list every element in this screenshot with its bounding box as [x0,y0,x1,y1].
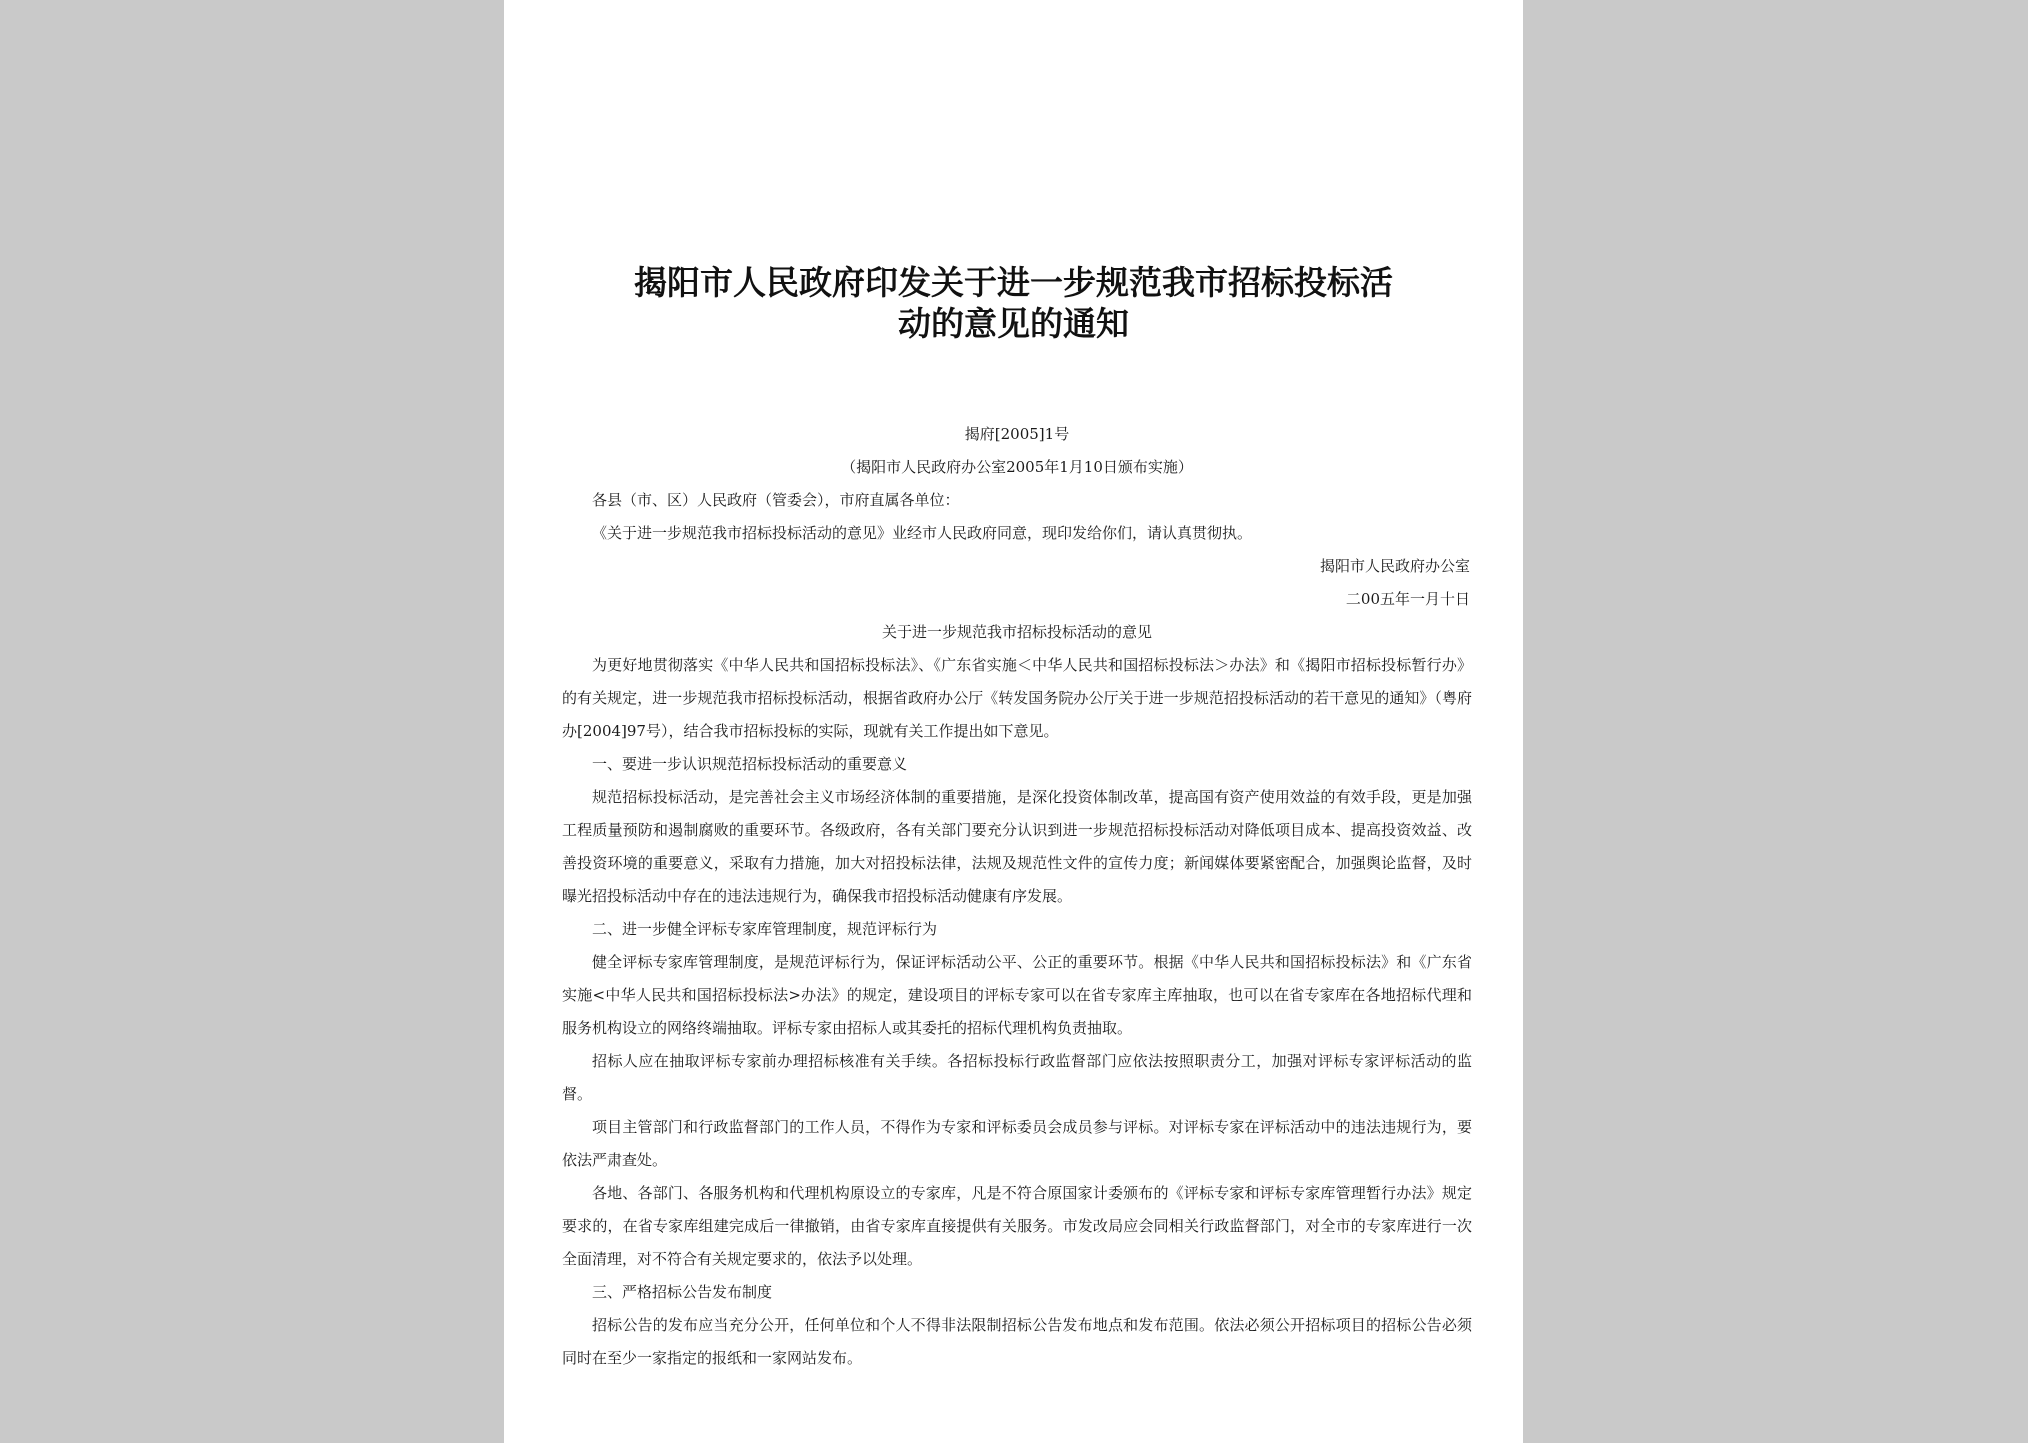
section-heading-3: 三、严格招标公告发布制度 [592,1283,773,1301]
section-heading-2: 二、进一步健全评标专家库管理制度，规范评标行为 [592,920,938,938]
signer: 揭阳市人民政府办公室 [1319,557,1470,575]
section-1-paragraph: 规范招标投标活动，是完善社会主义市场经济体制的重要措施，是深化投资体制改革，提高国有资产使用效益的有效手段，更是加强工程质量预防和遏制腐败的重要环节。各级政府，各有关部门要充分认识到进一步规范招标投标活动对降低项目成本、提高投资效益、改善投资环境的重要意义，采取有力措施，加大对招投标法律，法规及规范性文件的宣传力度；新闻媒体要紧密配合，加强舆论监督，及时曝光招投标活动中存在的违法违规行为，确保我市招投标活动健康有序发展。 [562,788,1472,905]
section-2-paragraph-d: 各地、各部门、各服务机构和代理机构原设立的专家库，凡是不符合原国家计委颁布的《评标专家和评标专家库管理暂行办法》规定要求的，在省专家库组建完成后一律撤销，由省专家库直接提供有关服务。市发改局应会同相关行政监督部门，对全市的专家库进行一次全面清理，对不符合有关规定要求的，依法予以处理。 [562,1184,1472,1268]
addressee: 各县（市、区）人民政府（管委会），市府直属各单位： [592,491,960,509]
document-title [564,262,1463,344]
document-number: 揭府[2005]1号 [964,425,1070,443]
preamble-paragraph: 为更好地贯彻落实《中华人民共和国招标投标法》、《广东省实施＜中华人民共和国招标投标法＞办法》和《揭阳市招标投标暂行办》的有关规定，进一步规范我市招标投标活动，根据省政府办公厅《转发国务院办公厅关于进一步规范招投标活动的若干意见的通知》（粤府办[2004]97号），结合我市招标投标的实际，现就有关工作提出如下意见。 [562,656,1472,740]
document-body [562,418,1472,1375]
section-heading-1: 一、要进一步认识规范招标投标活动的重要意义 [592,755,908,773]
section-2-paragraph-a: 健全评标专家库管理制度，是规范评标行为，保证评标活动公平、公正的重要环节。根据《中华人民共和国招标投标法》和《广东省实施<中华人民共和国招标投标法>办法》的规定，建设项目的评标专家可以在省专家库主库抽取，也可以在省专家库在各地招标代理和服务机构设立的网络终端抽取。评标专家由招标人或其委托的招标代理机构负责抽取。 [562,953,1472,1037]
section-2-paragraph-c: 项目主管部门和行政监督部门的工作人员，不得作为专家和评标委员会成员参与评标。对评标专家在评标活动中的违法违规行为，要依法严肃查处。 [562,1118,1472,1169]
intro-paragraph: 《关于进一步规范我市招标投标活动的意见》业经市人民政府同意，现印发给你们，请认真贯彻执。 [592,524,1253,542]
sign-date: 二00五年一月十日 [1345,590,1470,608]
section-2-paragraph-b: 招标人应在抽取评标专家前办理招标核准有关手续。各招标投标行政监督部门应依法按照职责分工，加强对评标专家评标活动的监督。 [562,1052,1472,1103]
title-line-2: 动的意见的通知 [898,304,1129,343]
opinion-subtitle: 关于进一步规范我市招标投标活动的意见 [881,623,1152,641]
issue-note: （揭阳市人民政府办公室2005年1月10日颁布实施） [841,458,1193,476]
title-line-1: 揭阳市人民政府印发关于进一步规范我市招标投标活 [634,263,1393,302]
document-page [504,0,1523,1443]
section-3-paragraph: 招标公告的发布应当充分公开，任何单位和个人不得非法限制招标公告发布地点和发布范围。依法必须公开招标项目的招标公告必须同时在至少一家指定的报纸和一家网站发布。 [562,1316,1472,1367]
